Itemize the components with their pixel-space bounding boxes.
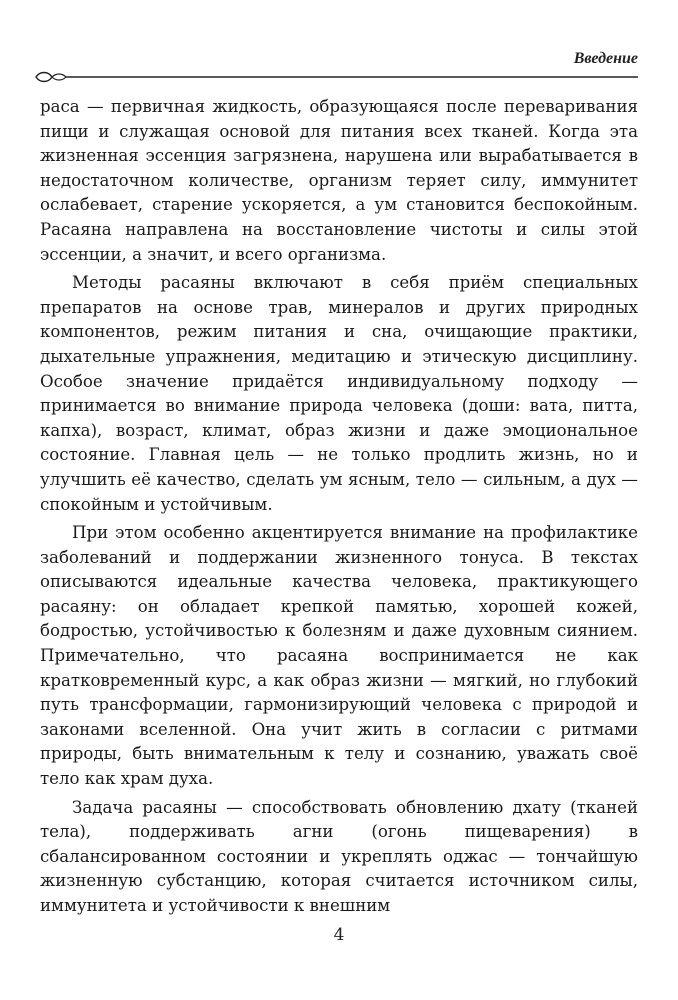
paragraph: Методы расаяны включают в себя приём специальных препаратов на основе трав, минералов и других природных компонентов, режим питания и сна, очищающие практики, дыхательные упражнения, медитацию и этическую дисциплину. Особое значение придаётся индивидуальному подходу — принимается во внимание природа человека (доши: вата, питта, капха), возраст, климат, образ жизни и даже эмоциональное состояние. Главная цель — не только продлить жизнь, но и улучшить её качество, сделать ум ясным, тело — сильным, а дух — спокойным и устойчивым.	[40, 273, 638, 514]
header-ornament-rule-icon	[34, 70, 638, 84]
paragraph: При этом особенно акцентируется внимание на профилактике заболеваний и поддержании жизненного тонуса. В текстах описываются идеальные качества человека, практикующего расаяну: он обладает крепкой памятью, хорошей кожей, бодростью, устойчивостью к болезням и даже духовным сиянием. Примечательно, что расаяна воспринимается не как кратковременный курс, а как образ жизни — мягкий, но глубокий путь трансформации, гармонизирующий человека с природой и законами вселенной. Она учит жить в согласии с ритмами природы, быть внимательным к телу и сознанию, уважать своё тело как храм духа.	[40, 523, 638, 789]
paragraph: раса — первичная жидкость, образующаяся после переваривания пищи и служащая основой для питания всех тканей. Когда эта жизненная эссенция загрязнена, нарушена или вырабатывается в недостаточном количестве, организм теряет силу, иммунитет ослабевает, старение ускоряется, а ум становится беспокойным. Расаяна направлена на восстановление чистоты и силы этой эссенции, а значит, и всего организма.	[40, 97, 638, 264]
running-head-title: Введение	[573, 50, 638, 67]
paragraph: Задача расаяны — способствовать обновлению дхату (тканей тела), поддерживать агни (огонь пищеварения) в сбалансированном состоянии и укреплять оджас — тончайшую жизненную субстанцию, которая считается источником силы, иммунитета и устойчивости к внешним	[40, 797, 638, 915]
page-number: 4	[333, 925, 345, 945]
body-text	[40, 95, 638, 919]
